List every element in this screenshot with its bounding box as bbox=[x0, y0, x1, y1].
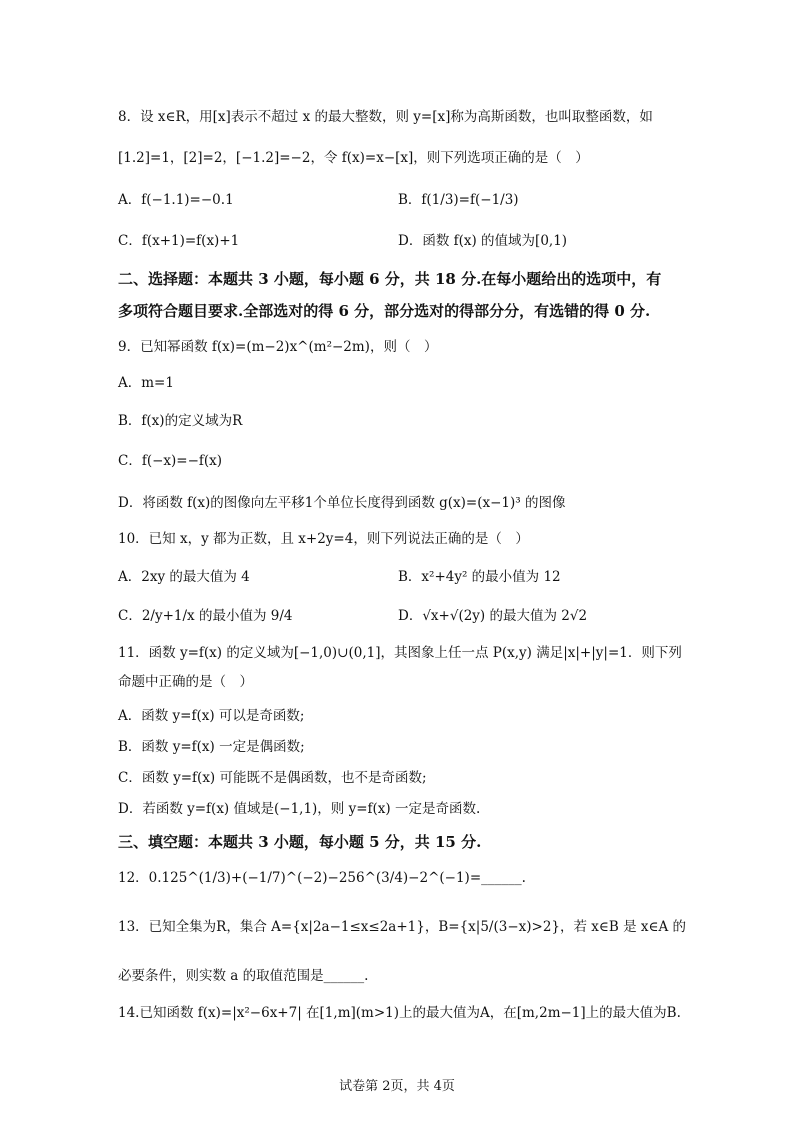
page-footer: 试卷第 2页，共 4页 bbox=[339, 1079, 455, 1094]
q8-option-a: A．f(−1.1)=−0.1 bbox=[118, 192, 234, 208]
q10-option-a: A．2xy 的最大值为 4 bbox=[118, 569, 250, 585]
q10-option-d: D．√x+√(2y) 的最大值为 2√2 bbox=[398, 608, 588, 624]
q8-option-d: D．函数 f(x) 的值域为[0,1) bbox=[398, 233, 568, 249]
q10-option-b: B．x²+4y² 的最小值为 12 bbox=[398, 569, 561, 585]
q9-option-c: C．f(−x)=−f(x) bbox=[118, 453, 223, 469]
q11-option-b: B．函数 y=f(x) 一定是偶函数; bbox=[118, 739, 305, 755]
q12-stem: 12．0.125^(1/3)+(−1/7)^(−2)−256^(3/4)−2^(−1)=______. bbox=[118, 870, 526, 886]
q11-option-a: A．函数 y=f(x) 可以是奇函数; bbox=[118, 708, 305, 724]
section2-heading-line1: 二、选择题：本题共 3 小题，每小题 6 分，共 18 分.在每小题给出的选项中，有 bbox=[118, 270, 662, 288]
q10-option-c: C．2/y+1/x 的最小值为 9/4 bbox=[118, 608, 293, 624]
q11-option-d: D．若函数 y=f(x) 值域是(−1,1)，则 y=f(x) 一定是奇函数. bbox=[118, 801, 481, 817]
q9-option-d: D．将函数 f(x)的图像向左平移1个单位长度得到函数 g(x)=(x−1)³ 的图像 bbox=[118, 495, 566, 511]
section2-heading-line2: 多项符合题目要求.全部选对的得 6 分，部分选对的得部分分，有选错的得 0 分. bbox=[118, 302, 651, 320]
q9-option-b: B．f(x)的定义域为R bbox=[118, 413, 243, 429]
q8-stem-line2: [1.2]=1，[2]=2，[−1.2]=−2，令 f(x)=x−[x]，则下列选项正确的是（ ） bbox=[118, 150, 589, 166]
q9-stem: 9．已知幂函数 f(x)=(m−2)x^(m²−2m)，则（ ） bbox=[118, 339, 438, 355]
section3-heading: 三、填空题：本题共 3 小题，每小题 5 分，共 15 分. bbox=[118, 833, 482, 851]
q11-stem-line2: 命题中正确的是（ ） bbox=[118, 674, 253, 690]
q8-stem-line1: 8．设 x∈R，用[x]表示不超过 x 的最大整数，则 y=[x]称为高斯函数，也叫取整函数，如 bbox=[118, 109, 653, 125]
q11-option-c: C．函数 y=f(x) 可能既不是偶函数，也不是奇函数; bbox=[118, 770, 427, 786]
q9-option-a: A．m=1 bbox=[118, 375, 174, 391]
q11-stem-line1: 11．函数 y=f(x) 的定义域为[−1,0)∪(0,1]，其图象上任一点 P(x,y) 满足|x|+|y|=1．则下列 bbox=[118, 645, 682, 661]
q8-option-b: B．f(1/3)=f(−1/3) bbox=[398, 192, 519, 208]
q14-stem: 14.已知函数 f(x)=|x²−6x+7| 在[1,m](m>1)上的最大值为A，在[m,2m−1]上的最大值为B. bbox=[118, 1005, 681, 1021]
q10-stem: 10．已知 x，y 都为正数，且 x+2y=4，则下列说法正确的是（ ） bbox=[118, 531, 529, 547]
q8-option-c: C．f(x+1)=f(x)+1 bbox=[118, 233, 240, 249]
q13-stem-line2: 必要条件，则实数 a 的取值范围是______. bbox=[118, 968, 369, 984]
q13-stem-line1: 13．已知全集为R，集合 A={x|2a−1≤x≤2a+1}，B={x|5/(3−x)>2}，若 x∈B 是 x∈A 的 bbox=[118, 919, 687, 935]
